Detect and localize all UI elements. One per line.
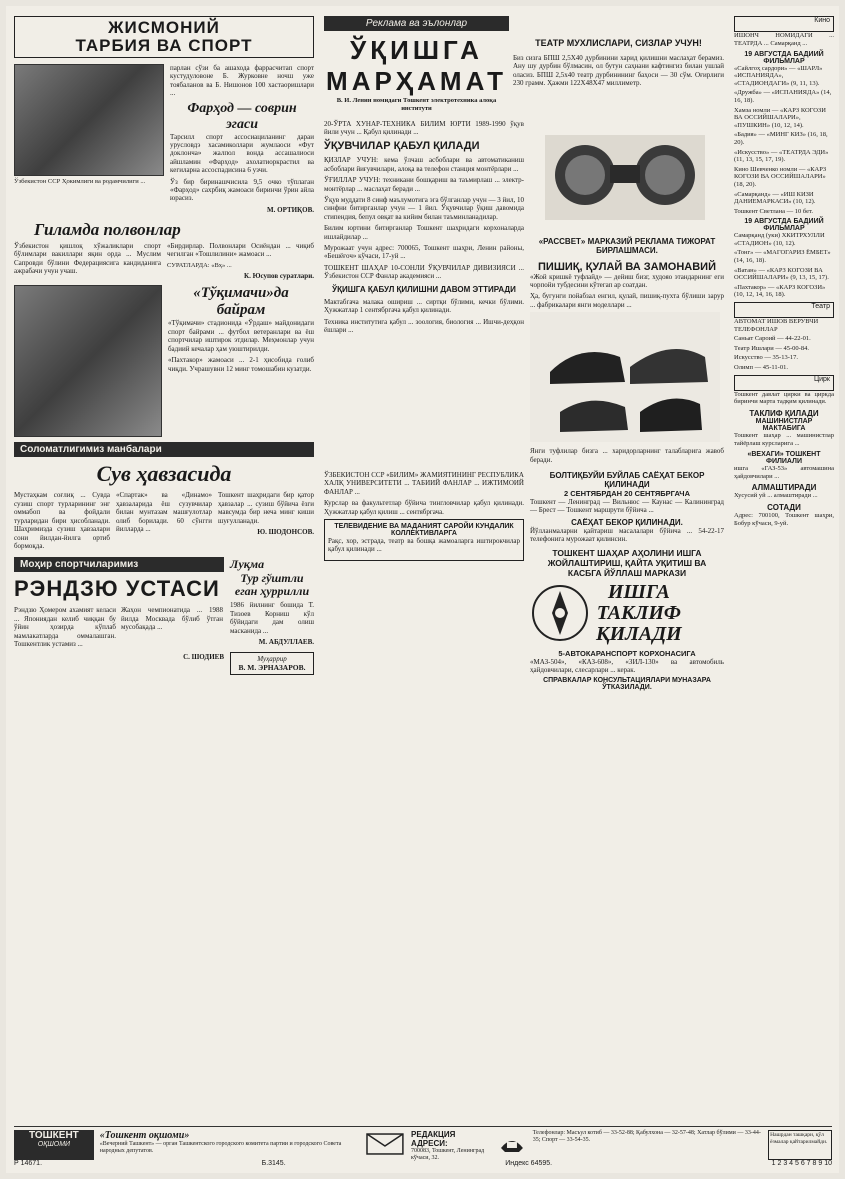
- list-item: «Самарқанд» — «ИШ КИЗИ ДАНИЕМАРКАСИ» (10, 12).: [734, 190, 816, 206]
- teatr-box: [324, 519, 524, 561]
- ishga-line-1: ИШГА: [607, 580, 670, 603]
- stadium-photo: [14, 285, 162, 437]
- wrestling-photo: [14, 64, 164, 176]
- list-item: «Искусство» — «ТЕАТРДА ЭДИ» (11, 13, 15, 17, 19).: [734, 148, 829, 164]
- shoes-image: [530, 312, 720, 442]
- list-item: Олимп — 45-11-01.: [734, 364, 788, 371]
- logo-subtitle: ОҚШОМИ: [37, 1141, 71, 1148]
- article-text: Мактабгача малака ошириш ... сиртқи бўлими, кечки бўлими. Ҳужжатлар 1 сентябргача қабул қилинади.: [324, 297, 524, 315]
- ads-column: [324, 16, 724, 691]
- article-text: Ҳа, бугунги пойабзал енгил, қулай, пишиқ-пухта бўлиши зарур ... фабрикалари янги моделлари ...: [530, 292, 724, 309]
- tv-list: [734, 65, 834, 216]
- tsirk-header: Цирк: [734, 375, 834, 391]
- signature-abdullaev: М. АБДУЛЛАЕВ.: [258, 637, 314, 646]
- tukimachi-title: «Тўқимачи»да байрам: [193, 285, 289, 319]
- sayohat-cancel: САЁҲАТ БЕКОР ҚИЛИНАДИ.: [571, 517, 683, 527]
- right-column: [734, 16, 834, 531]
- list-item: «Дружба» — «ИСПАНИЯДА» (14, 16, 18).: [734, 89, 832, 104]
- rassvet-label: «РАССВЕТ» МАРКАЗИЙ РЕКЛАМА ТИЖОРАТ БИРЛАШМАСИ.: [538, 236, 716, 255]
- list-item: Тошкент Светлана — 10 бет.: [734, 207, 813, 215]
- ishga-line-2: ТАКЛИФ: [596, 601, 681, 624]
- binoculars-image: [530, 120, 720, 230]
- luqma-label: Луқма: [230, 557, 265, 572]
- section-title: ЖИСМОНИЙ ТАРБИЯ ВА СПОРТ: [75, 18, 253, 55]
- imprint-mid: Б.3145.: [261, 1160, 286, 1167]
- signature-ortikov: М. ОРТИҚОВ.: [267, 205, 314, 214]
- envelope-icon: [365, 1130, 405, 1158]
- tv-heading: 19 АВГУСТДА БАДИИЙ ФИЛЬМЛАР: [744, 50, 824, 65]
- kabul-title: ЎҚУВЧИЛАР ҚАБУЛ ҚИЛАДИ: [324, 140, 480, 153]
- sotadi-title: СОТАДИ: [767, 503, 801, 513]
- article-text: ҚИЗЛАР УЧУН: кема ўлчаш асбоблари ва автоматиканиш асбоблари йиғувчилари, алоқа ва телефон станция монтёрлари ...: [324, 156, 524, 173]
- section-header: [14, 16, 314, 58]
- shahar-title: ТОШКЕНТ ШАҲАР АҲОЛИНИ ИШГА ЖОЙЛАШТИРИШ, ҚАЙТА УҚИТИШ ВА КАСБГА ЙЎЛЛАШ МАРКАЗИ: [547, 547, 707, 578]
- photo-caption: Ўзбекистон ССР Ҳокимлиги ва родамчилиги ...: [14, 178, 146, 185]
- list-item: «Сайлгоҳ сардори» — «ШАРЛ» «ИСПАНИЯДА», «СТАДИОНДАГИ» (9, 11, 13).: [734, 64, 823, 87]
- article-text: Тошкент шаҳридаги бир қатор ҳавзалар ... сузиш бўйича ёзги мавсумда бир неча минг киши шуғулланади.: [218, 491, 314, 525]
- kino-header: Кино: [734, 16, 834, 32]
- article-text: ИШОНЧ НОМИДАГИ ... ТЕАТРДА ... Самарқанд ...: [734, 32, 834, 47]
- avtokar-title: 5-АВТОКАРАНСПОРТ КОРХОНАСИГА: [558, 648, 696, 658]
- list-item: Театр Ишлари — 45-00-84.: [734, 344, 809, 352]
- phones: Телефонлар: Масъул котиб — 33-52-88; Қабулхона — 32-57-48; Хатлар бўлими — 33-44-35; Спорт — 33-54-35.: [532, 1130, 761, 1143]
- oqshom-text: «Вечерний Ташкент» — орган Ташкентского городского комитета партии и городского Совета народных депутатов.: [99, 1141, 342, 1154]
- kurs-title: МАШИНИСТЛАР МАКТАБИГА: [755, 418, 813, 433]
- list-item: «Ватан» — «КАРЗ КОГОЗИ ВА ОССИЙШАЛАРИ» (9, 13, 15, 17).: [734, 266, 829, 282]
- article-text: Хусусий уй ... алмаштиради ...: [734, 492, 818, 500]
- left-column: [14, 16, 314, 675]
- article-text: «МАЗ-504», «КАЗ-608», «ЗИЛ-130» ва автомобиль ҳайдовчилари, слесарлари ... керак.: [530, 657, 724, 675]
- footer-note: Нашрдан ташқари, қўл ёзмалар қайтарилмайди.: [768, 1130, 832, 1160]
- article-text: ишга «ГАЗ-53» автомашина ҳайдовчилари ...: [734, 464, 834, 480]
- teatr-box-title: ТЕЛЕВИДЕНИЕ ВА МАДАНИЯТ САРОЙИ КУНДАЛИК КОЛЛЕКТИВЛАРГА: [334, 523, 514, 538]
- article-text: Техника институтига қабул ... зоология, биология ... Ишчи-деҳқон ёшлари ...: [324, 317, 524, 334]
- section-band: Моҳир спортчиларимиз: [14, 557, 224, 572]
- list-item: Саньат Сароий — 44-22-01.: [734, 335, 811, 343]
- list-item: «Тонг» — «МАГОГАРИЗ ЁМБЕТ» (14, 16, 18).: [734, 249, 831, 265]
- tv-list-2: [734, 232, 834, 299]
- signature-yusupov: К. Юсупов суратлари.: [244, 272, 314, 281]
- article-text: Йўлланмаларни қайтариш масалалари бўйича ... 54-22-17 телефонига мурожаат қилинсин.: [530, 526, 724, 544]
- logo: [14, 1130, 94, 1160]
- logo-title: ТОШКЕНТ: [29, 1130, 79, 1141]
- telephone-icon: [497, 1130, 527, 1158]
- list-item: Хамза номли — «КАРЗ КОГОЗИ ВА ОССИЙШАЛАРИ», «ПУШКИН» (10, 12, 14).: [734, 106, 826, 129]
- article-text: ЎЗБЕКИСТОН ССР «БИЛИМ» ЖАМИЯТИНИНГ РЕСПУБЛИКА ХАЛҚ УНИВЕРСИТЕТИ ... ТАБИИЙ ФАНЛАР ... ИЖТИМОИЙ ФАНЛАР ...: [324, 471, 524, 496]
- tur-title: Тур гўштли еган ҳуррилли: [234, 571, 310, 599]
- oqshom-title: «Тошкент оқшоми»: [99, 1130, 190, 1141]
- article-text: Рэндзю Ҳомером ахамият келаси ... Япониядан келиб чиққан бу ўйин ҳозирда кўплаб мамлакатларда оммалашган. Тошкентлик устамиз ...: [14, 606, 116, 648]
- article-text: «Пахтакор» жамоаси ... 2-1 ҳисобида ғолиб чиқди. Учрашувни 12 минг томошабин кузатди.: [168, 356, 314, 373]
- editor-label: Муҳаррир: [257, 654, 287, 663]
- list-item: Самарқанд (уки) ХКИТРХУЛЛИ «СТАДИОН» (10, 12).: [734, 232, 825, 247]
- imprint-line: [14, 1160, 832, 1167]
- bux-title: «ВЕХАГИ» ТОШКЕНТ ФИЛИАЛИ: [747, 450, 821, 465]
- section-band: Соломатлигимиз манбалари: [14, 442, 314, 457]
- article-text: «Тўқимачи» стадионида «Ўрдаш» майдонидаги спорт байрами ... футбол ветеранлари ва ёш спортчилар иштирок этдилар. Меҳмонлар учун бадиий кечалар ҳам уюштирилди.: [168, 319, 314, 353]
- institute-name: В. И. Ленин номидаги Тошкент электротехника алоқа институти: [336, 97, 497, 112]
- gilamda-title: Гиламда полвонлар: [34, 219, 181, 239]
- farhod-title: Фарҳод — соврин эгаси: [187, 100, 297, 132]
- signature-shodiev: С. ШОДИЕВ: [183, 653, 224, 662]
- article-text: Тошкент шаҳар ... машинистлар тайёрлаш курсларига ...: [734, 432, 834, 447]
- transport-logo-icon: [530, 583, 590, 643]
- pishiq-text: «Жой кришкё туфлайд» — дейиш бизг, худояо этандарнинг еги чорпойи тубдесини кўтегап ар соатдан.: [530, 272, 724, 289]
- bolt-dates: 2 СЕНТЯБРДАН 20 СЕНТЯБРГАЧА: [564, 489, 690, 499]
- list-item: «Бадия» — «МИНГ КИЗ» (16, 18, 20).: [734, 131, 828, 146]
- article-text: ТОШКЕНТ ШАҲАР 10-СОНЛИ ЎҚУВЧИЛАР ДИВИЗИЯСИ ... Ўзбекистон ССР Фанлар академияси ...: [324, 263, 524, 281]
- article-text: Ўқув муддати 8 синф маълумотига эга бўлганлар учун — 3 йил, 10 синфни битирганлар учун — 1 йил. Ўқувчилар ўқиш давомида стипендия, бепул овқат ва кийим билан таъминланадилар.: [324, 196, 524, 221]
- footer: [14, 1126, 832, 1160]
- article-text: Жаҳон чемпионатида ... 1988 йилда Москвада бўлиб ўтган мусобақада ...: [121, 606, 223, 632]
- list-item: Искусство — 35-13-17.: [734, 354, 798, 362]
- list-item: Кино Шевченко номли — «КАРЗ КОГОЗИ ВА ОССИЙШАЛАРИ» (18, 20).: [734, 165, 827, 188]
- article-text: Билим юртини битирганлар Тошкент шаҳридаги корхоналарда ишлайдилар ...: [324, 224, 524, 241]
- imprint-left: Р 14671.: [14, 1160, 43, 1167]
- article-text: «Бирдирлар. Полвонлари Осиёндан ... чиқиб чегилган «Тошлилини» жамоаси ...: [167, 241, 314, 259]
- almash-title: АЛМАШТИРАДИ: [751, 483, 817, 493]
- suv-title: Сув ҳавзасида: [96, 461, 232, 487]
- big-title-1: ЎҚИШГА: [350, 35, 483, 65]
- ishga-line-3: ҚИЛАДИ: [596, 622, 682, 645]
- article-text: Ўзбекистон қишлоқ хўжаликлари спорт бўлимлари вакиллари яқин орда ... Муслим Сапровди бўлини Федерациясига кандиданига ажрабачи учун учаш.: [14, 241, 161, 276]
- tv-heading-2: 19 АВГУСТДА БАДИИЙ ФИЛЬМЛАР: [744, 218, 824, 233]
- list-item: АВТОМАТ ИШОВ ВЕРУВЧИ ТЕЛЕФОНЛАР: [734, 318, 819, 333]
- teatr-title: ТЕАТР МУХЛИСЛАРИ, СИЗЛАР УЧУН!: [535, 38, 702, 48]
- article-text: ЎҒИЛЛАР УЧУН: техникани бошқариш ва таъмирлаш ... электр-монтёрлар ... маслаҳат беради ...: [324, 176, 524, 193]
- article-text: Тошкент — Ленинград — Вильнюс — Каунас — Калининград — Брест — Тошкент маршрути бўйича ...: [530, 498, 724, 515]
- bolt-title: БОЛТИҚБУЙИ БУЙЛАБ САЁҲАТ БЕКОР ҚИЛИНАДИ: [549, 471, 705, 490]
- article-text: «Спартак» ва «Динамо» ҳавзаларида ёш сузувчилар билан мунтазам машғулотлар олиб борилади. 60 сўнгги йилларда ...: [116, 491, 212, 534]
- taklif-title: ТАКЛИФ ҚИЛАДИ: [749, 409, 819, 419]
- article-text: парлан сўзи ба ашахода фаррасчитап спорт кустудуловоне Б. Журковне ночш уже тоябаланов ва Б. Нишонов 100 хастаоришлари ...: [170, 64, 314, 98]
- article-text: Янги туфлилар бизга ... харидорларнинг талабларига жавоб беради.: [530, 447, 724, 464]
- article-text: Рақс, хор, эстрада, театр ва бошқа жамоаларга иштирокчилар қабул қилинади ...: [328, 537, 520, 554]
- list-item: «Пахтакор» — «КАРЗ КОГОЗИ» (10, 12, 14, 16, 18).: [734, 283, 826, 299]
- big-title-2: МАРҲАМАТ: [326, 66, 507, 96]
- signature-shodonsov: Ю. ШОДОНСОВ.: [257, 528, 314, 537]
- article-text: Ўз бир биринашчисила 9,5 очко тўплаган «Фарҳод» сахрбиқ жамоаси биринчи ўрин айла юрасиз.: [170, 177, 314, 203]
- newspaper-page: [6, 6, 839, 1173]
- editor-box: [230, 652, 314, 675]
- imprint-index: Индекс 64595.: [505, 1160, 553, 1167]
- sprav-title: СПРАВКАЛАР КОНСУЛЬТАЦИЯЛАРИ МУНАЗАРА ЎТКАЗИЛАДИ.: [543, 677, 711, 692]
- editor-name: В. М. ЭРНАЗАРОВ.: [238, 662, 306, 672]
- article-text: 20-ЎРТА ХУНАР-ТЕХНИКА БИЛИМ ЮРТИ 1989-1990 ўқув йили учун ... Қабул қилинади ...: [324, 119, 524, 136]
- tsirk-text: Тошкент давлат цирки ва циркда биринчи марта тадқим қилинади.: [734, 390, 834, 406]
- sotadi-text: Адрес: 700100, Тошкент шаҳри, Бобур кўчаси, 9-уй.: [734, 512, 834, 527]
- article-text: Курслар ва факультетлар бўйича тингловчилар қабул қилинади. Ҳужжатлар қабул қилиш ... сентябргача.: [324, 499, 524, 516]
- rendzo-title: РЭНДЗЮ УСТАСИ: [14, 576, 220, 602]
- ishga-taklif: [596, 582, 682, 645]
- sport-note: СУРАТЛАРДА: «Вҳ» ...: [167, 261, 232, 269]
- pishiq-title: ПИШИҚ, ҚУЛАЙ ВА ЗАМОНАВИЙ: [538, 260, 716, 273]
- redaksiya-text: 700083, Тошкент, Ленинград кўчаси, 32.: [411, 1148, 485, 1161]
- article-text: Мурожаат учун адрес: 700065, Тошкент шаҳри, Ленин районы, «Бешёғоч» кўчаси, 17-уй ...: [324, 244, 524, 261]
- teatr-header: Театр: [734, 302, 834, 318]
- teatr-text: Биз сизга БПШ 2,5Х40 дурбинини харид қилишни маслаҳат берамиз. Ану шу дурбин бўлмасин, ол бутун саҳнани кафтингиз билан ушлай оласиз. БПШ 2,5х40 театр дурбинининг баҳоси — 30 сўм. Оғирлиги 230 грамм. Ҳажми 122Х48Х47 миллиметр.: [513, 54, 724, 88]
- imprint-right: 1 2 3 4 5 6 7 8 9 10: [771, 1160, 832, 1167]
- article-text: 1986 йилнинг бошида Т. Тизоев Корниш кўл бўйидаги дам олиш масканида ...: [230, 601, 314, 635]
- teatr-list: [734, 318, 834, 372]
- uqish-title: ЎҚИШГА ҚАБУЛ ҚИЛИШНИ ДАВОМ ЭТТИРАДИ: [332, 284, 516, 294]
- ads-band: Реклама ва эълонлар: [324, 16, 509, 31]
- article-text: Тарсилл спорт ассосиациланинг дараи урусловдэ хасамиколлари жумлаоси «Фут доклонча» жалпол вонда ассашалиоси айшламин «Фарҳод» ахолатиоркрастил ва кегиларна ассоспадисина 6 узчи.: [170, 132, 314, 175]
- article-text: Мустаҳкам соғлиқ ... Сувда сузиш спорт турларининг энг оммабоп ва фойдали турларидан бири ҳисобланади. Шаҳримизда сузиш ҳавзалари сони йилдан-йилга ортиб бормоқда.: [14, 491, 110, 550]
- redaksiya-title: РЕДАКЦИЯ АДРЕСИ:: [411, 1130, 456, 1148]
